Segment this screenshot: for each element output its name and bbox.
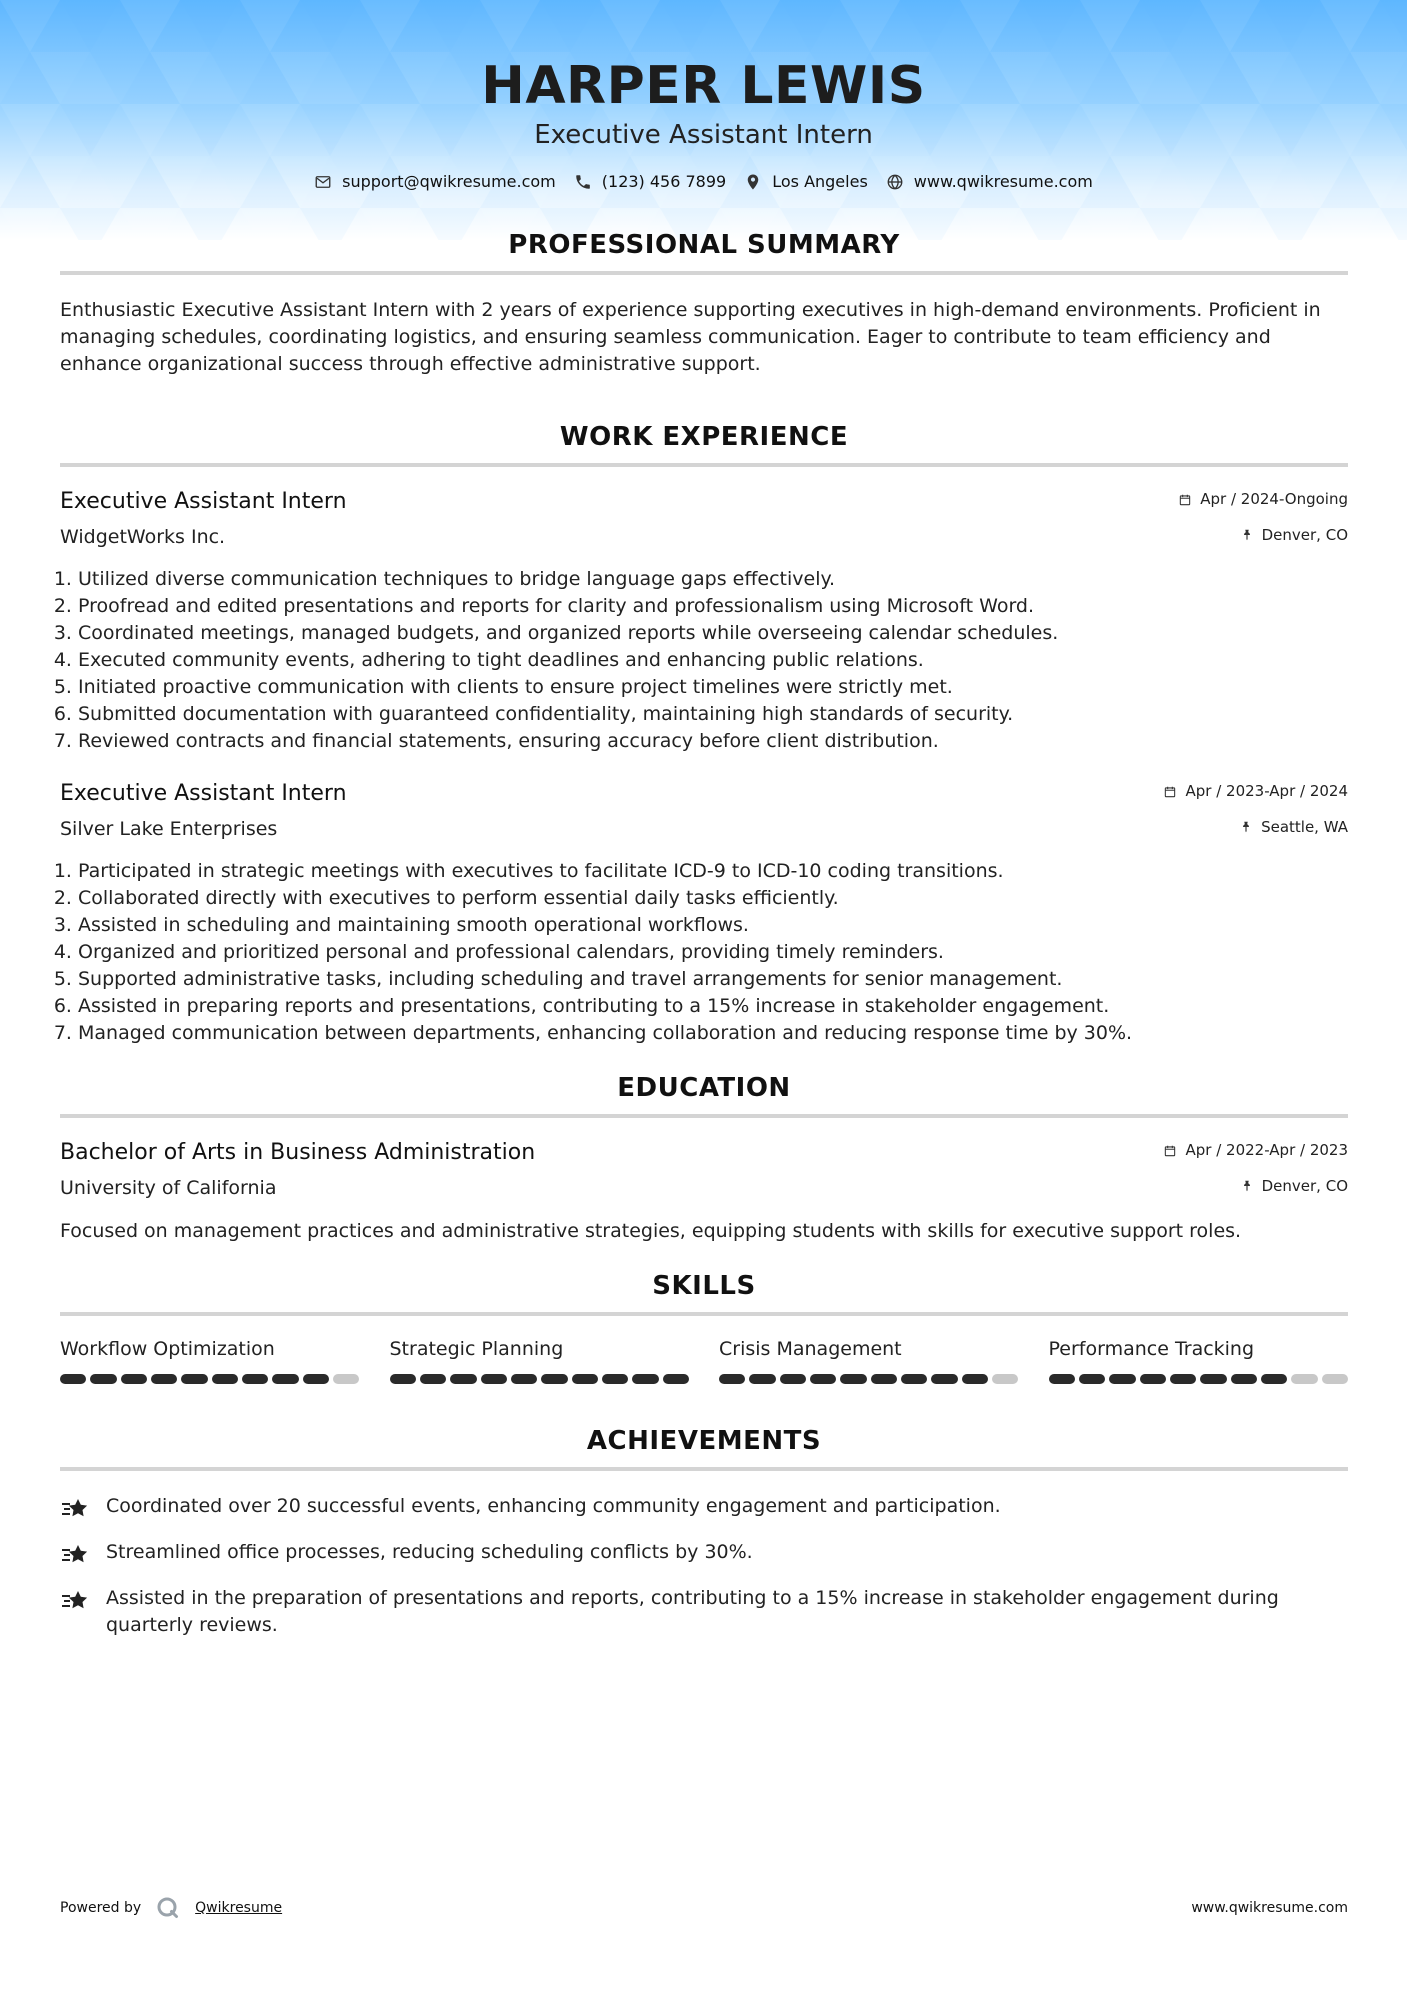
- phone-icon: [574, 173, 592, 191]
- qwikresume-logo-icon: [155, 1895, 181, 1921]
- skill-segment-filled: [390, 1374, 416, 1384]
- pin-icon: [1239, 820, 1253, 834]
- star-badge-icon: [60, 1495, 92, 1523]
- star-badge-icon: [60, 1587, 92, 1615]
- section-title-work: WORK EXPERIENCE: [559, 422, 849, 453]
- job-bullet: 3. Assisted in scheduling and maintaining smooth operational workflows.: [78, 912, 1348, 939]
- skill-segment-filled: [840, 1374, 866, 1384]
- skill-segment-filled: [602, 1374, 628, 1384]
- job-bullets-2: [78, 858, 1348, 1047]
- skill-segment-filled: [810, 1374, 836, 1384]
- skill-segment-filled: [303, 1374, 329, 1384]
- skill-segment-empty: [1322, 1374, 1348, 1384]
- skill-segment-filled: [242, 1374, 268, 1384]
- skill-segment-filled: [1200, 1374, 1226, 1384]
- achievement-text: Streamlined office processes, reducing scheduling conflicts by 30%.: [106, 1540, 753, 1563]
- job-location-1: Denver, CO: [1261, 525, 1348, 544]
- skill-segment-filled: [719, 1374, 745, 1384]
- contact-email[interactable]: [314, 172, 556, 191]
- skill-segment-filled: [181, 1374, 207, 1384]
- pin-icon: [1240, 1179, 1254, 1193]
- qwikresume-link[interactable]: Qwikresume: [195, 1900, 283, 1916]
- skill-segment-filled: [511, 1374, 537, 1384]
- skill-segment-filled: [780, 1374, 806, 1384]
- skill-segment-filled: [541, 1374, 567, 1384]
- achievement-item: [60, 1585, 1348, 1639]
- powered-by-label: Powered by: [60, 1900, 142, 1916]
- contact-phone[interactable]: [574, 172, 726, 191]
- skills-grid: [60, 1338, 1348, 1384]
- section-title-achievements: ACHIEVEMENTS: [586, 1425, 822, 1456]
- education-dates: Apr / 2022-Apr / 2023: [1185, 1141, 1348, 1160]
- skill-segment-filled: [272, 1374, 298, 1384]
- skill-segment-filled: [931, 1374, 957, 1384]
- job-meta-1: [1178, 489, 1348, 544]
- footer-website[interactable]: www.qwikresume.com: [1191, 1900, 1348, 1916]
- skill-name: Performance Tracking: [1048, 1337, 1255, 1360]
- skill-segment-filled: [151, 1374, 177, 1384]
- skill-segment-empty: [333, 1374, 359, 1384]
- contact-location-text: Los Angeles: [772, 172, 868, 191]
- work-experience-section: [60, 422, 1348, 1047]
- contact-info: [0, 172, 1407, 191]
- skill-segment-filled: [1170, 1374, 1196, 1384]
- resume-footer: [60, 1895, 1348, 1921]
- job-bullet: 5. Initiated proactive communication with clients to ensure project timelines were strictly met.: [78, 674, 1348, 701]
- job-bullet: 1. Utilized diverse communication techniques to bridge language gaps effectively.: [78, 566, 1348, 593]
- education-location: Denver, CO: [1261, 1176, 1348, 1195]
- skill-name: Workflow Optimization: [60, 1337, 275, 1360]
- job-bullet: 2. Collaborated directly with executives to perform essential daily tasks efficiently.: [78, 885, 1348, 912]
- achievements-section: [60, 1426, 1348, 1639]
- education-section: [60, 1073, 1348, 1244]
- job-dates-1: Apr / 2024-Ongoing: [1200, 490, 1348, 509]
- degree-title: Bachelor of Arts in Business Administration: [60, 1140, 536, 1166]
- skill-segment-filled: [663, 1374, 689, 1384]
- job-bullet: 1. Participated in strategic meetings with executives to facilitate ICD-9 to ICD-10 coding transitions.: [78, 858, 1348, 885]
- contact-phone-text: (123) 456 7899: [601, 172, 727, 191]
- school-name: University of California: [60, 1176, 277, 1199]
- contact-location: [744, 172, 868, 191]
- job-bullet: 6. Assisted in preparing reports and presentations, contributing to a 15% increase in stakeholder engagement.: [78, 993, 1348, 1020]
- skill-segment-filled: [60, 1374, 86, 1384]
- globe-icon: [886, 173, 904, 191]
- resume-content: [60, 230, 1348, 1655]
- contact-website-text: www.qwikresume.com: [913, 172, 1093, 191]
- achievement-text: Coordinated over 20 successful events, enhancing community engagement and participation.: [106, 1494, 1001, 1517]
- skill-segment-filled: [1231, 1374, 1257, 1384]
- skill-segment-filled: [420, 1374, 446, 1384]
- job-bullet: 4. Organized and prioritized personal and professional calendars, providing timely reminders.: [78, 939, 1348, 966]
- section-divider: [60, 271, 1348, 275]
- achievement-item: [60, 1493, 1348, 1523]
- job-bullet: 7. Reviewed contracts and financial statements, ensuring accuracy before client distribution.: [78, 728, 1348, 755]
- location-icon: [744, 173, 762, 191]
- skill-item: [719, 1338, 1019, 1384]
- skill-bar: [390, 1374, 690, 1384]
- skill-name: Crisis Management: [719, 1337, 902, 1360]
- mail-icon: [314, 173, 332, 191]
- skill-segment-empty: [992, 1374, 1018, 1384]
- job-location-2: Seattle, WA: [1261, 817, 1348, 836]
- skill-segment-filled: [1261, 1374, 1287, 1384]
- skill-segment-filled: [1109, 1374, 1135, 1384]
- skill-segment-filled: [481, 1374, 507, 1384]
- job-bullet: 2. Proofread and edited presentations and reports for clarity and professionalism using Microsoft Word.: [78, 593, 1348, 620]
- skill-segment-filled: [1079, 1374, 1105, 1384]
- resume-header: [0, 0, 1407, 240]
- skill-segment-filled: [749, 1374, 775, 1384]
- contact-website[interactable]: [886, 172, 1093, 191]
- section-title-skills: SKILLS: [652, 1270, 756, 1301]
- summary-text: Enthusiastic Executive Assistant Intern with 2 years of experience supporting executives in high-demand environments. Proficient in managing schedules, coordinating logistics, and ensuring seamless communication. Eager to contribute to team efficiency and enhance organizational success through effective administrative support.: [60, 299, 1321, 376]
- job-entry-2: [60, 781, 1348, 1047]
- section-divider: [60, 1312, 1348, 1316]
- section-divider: [60, 1114, 1348, 1118]
- job-bullet: 6. Submitted documentation with guaranteed confidentiality, maintaining high standards of security.: [78, 701, 1348, 728]
- section-divider: [60, 1467, 1348, 1471]
- job-company-2: Silver Lake Enterprises: [60, 817, 278, 840]
- skill-item: [1049, 1338, 1349, 1384]
- skill-bar: [60, 1374, 360, 1384]
- calendar-icon: [1163, 1144, 1177, 1158]
- skill-segment-filled: [90, 1374, 116, 1384]
- calendar-icon: [1163, 785, 1177, 799]
- section-title-education: EDUCATION: [617, 1073, 791, 1104]
- education-description: Focused on management practices and administrative strategies, equipping students with skills for executive support roles.: [60, 1219, 1242, 1242]
- skill-segment-filled: [901, 1374, 927, 1384]
- calendar-icon: [1178, 493, 1192, 507]
- skill-segment-filled: [1140, 1374, 1166, 1384]
- skill-segment-filled: [962, 1374, 988, 1384]
- candidate-name: HARPER LEWIS: [481, 56, 926, 116]
- contact-email-text: support@qwikresume.com: [342, 172, 556, 191]
- achievement-item: [60, 1539, 1348, 1569]
- job-bullets-1: [78, 566, 1348, 755]
- skill-name: Strategic Planning: [389, 1337, 564, 1360]
- job-meta-2: [1163, 781, 1348, 836]
- achievements-list: [60, 1493, 1348, 1639]
- skill-item: [390, 1338, 690, 1384]
- skill-segment-filled: [450, 1374, 476, 1384]
- education-meta: [1163, 1140, 1348, 1195]
- skill-segment-filled: [1049, 1374, 1075, 1384]
- job-bullet: 5. Supported administrative tasks, including scheduling and travel arrangements for senior management.: [78, 966, 1348, 993]
- powered-by: [60, 1895, 282, 1921]
- job-bullet: 4. Executed community events, adhering to tight deadlines and enhancing public relations.: [78, 647, 1348, 674]
- job-role-1: Executive Assistant Intern: [60, 489, 347, 515]
- job-bullet: 3. Coordinated meetings, managed budgets, and organized reports while overseeing calendar schedules.: [78, 620, 1348, 647]
- candidate-title: Executive Assistant Intern: [534, 120, 873, 150]
- star-badge-icon: [60, 1541, 92, 1569]
- pin-icon: [1240, 528, 1254, 542]
- skill-bar: [719, 1374, 1019, 1384]
- skill-item: [60, 1338, 360, 1384]
- skill-segment-empty: [1291, 1374, 1317, 1384]
- skills-section: [60, 1271, 1348, 1384]
- education-entry: [60, 1140, 1348, 1244]
- skill-segment-filled: [632, 1374, 658, 1384]
- skill-segment-filled: [572, 1374, 598, 1384]
- section-divider: [60, 463, 1348, 467]
- skill-segment-filled: [212, 1374, 238, 1384]
- section-title-summary: PROFESSIONAL SUMMARY: [508, 230, 900, 260]
- job-entry-1: [60, 489, 1348, 755]
- job-company-1: WidgetWorks Inc.: [60, 525, 226, 548]
- skill-segment-filled: [871, 1374, 897, 1384]
- achievement-text: Assisted in the preparation of presentations and reports, contributing to a 15% increase in stakeholder engagement during quarterly reviews.: [106, 1586, 1279, 1636]
- skill-segment-filled: [121, 1374, 147, 1384]
- job-role-2: Executive Assistant Intern: [60, 781, 347, 807]
- skill-bar: [1049, 1374, 1349, 1384]
- job-dates-2: Apr / 2023-Apr / 2024: [1185, 782, 1348, 801]
- job-bullet: 7. Managed communication between departments, enhancing collaboration and reducing response time by 30%.: [78, 1020, 1348, 1047]
- professional-summary-section: [60, 230, 1348, 378]
